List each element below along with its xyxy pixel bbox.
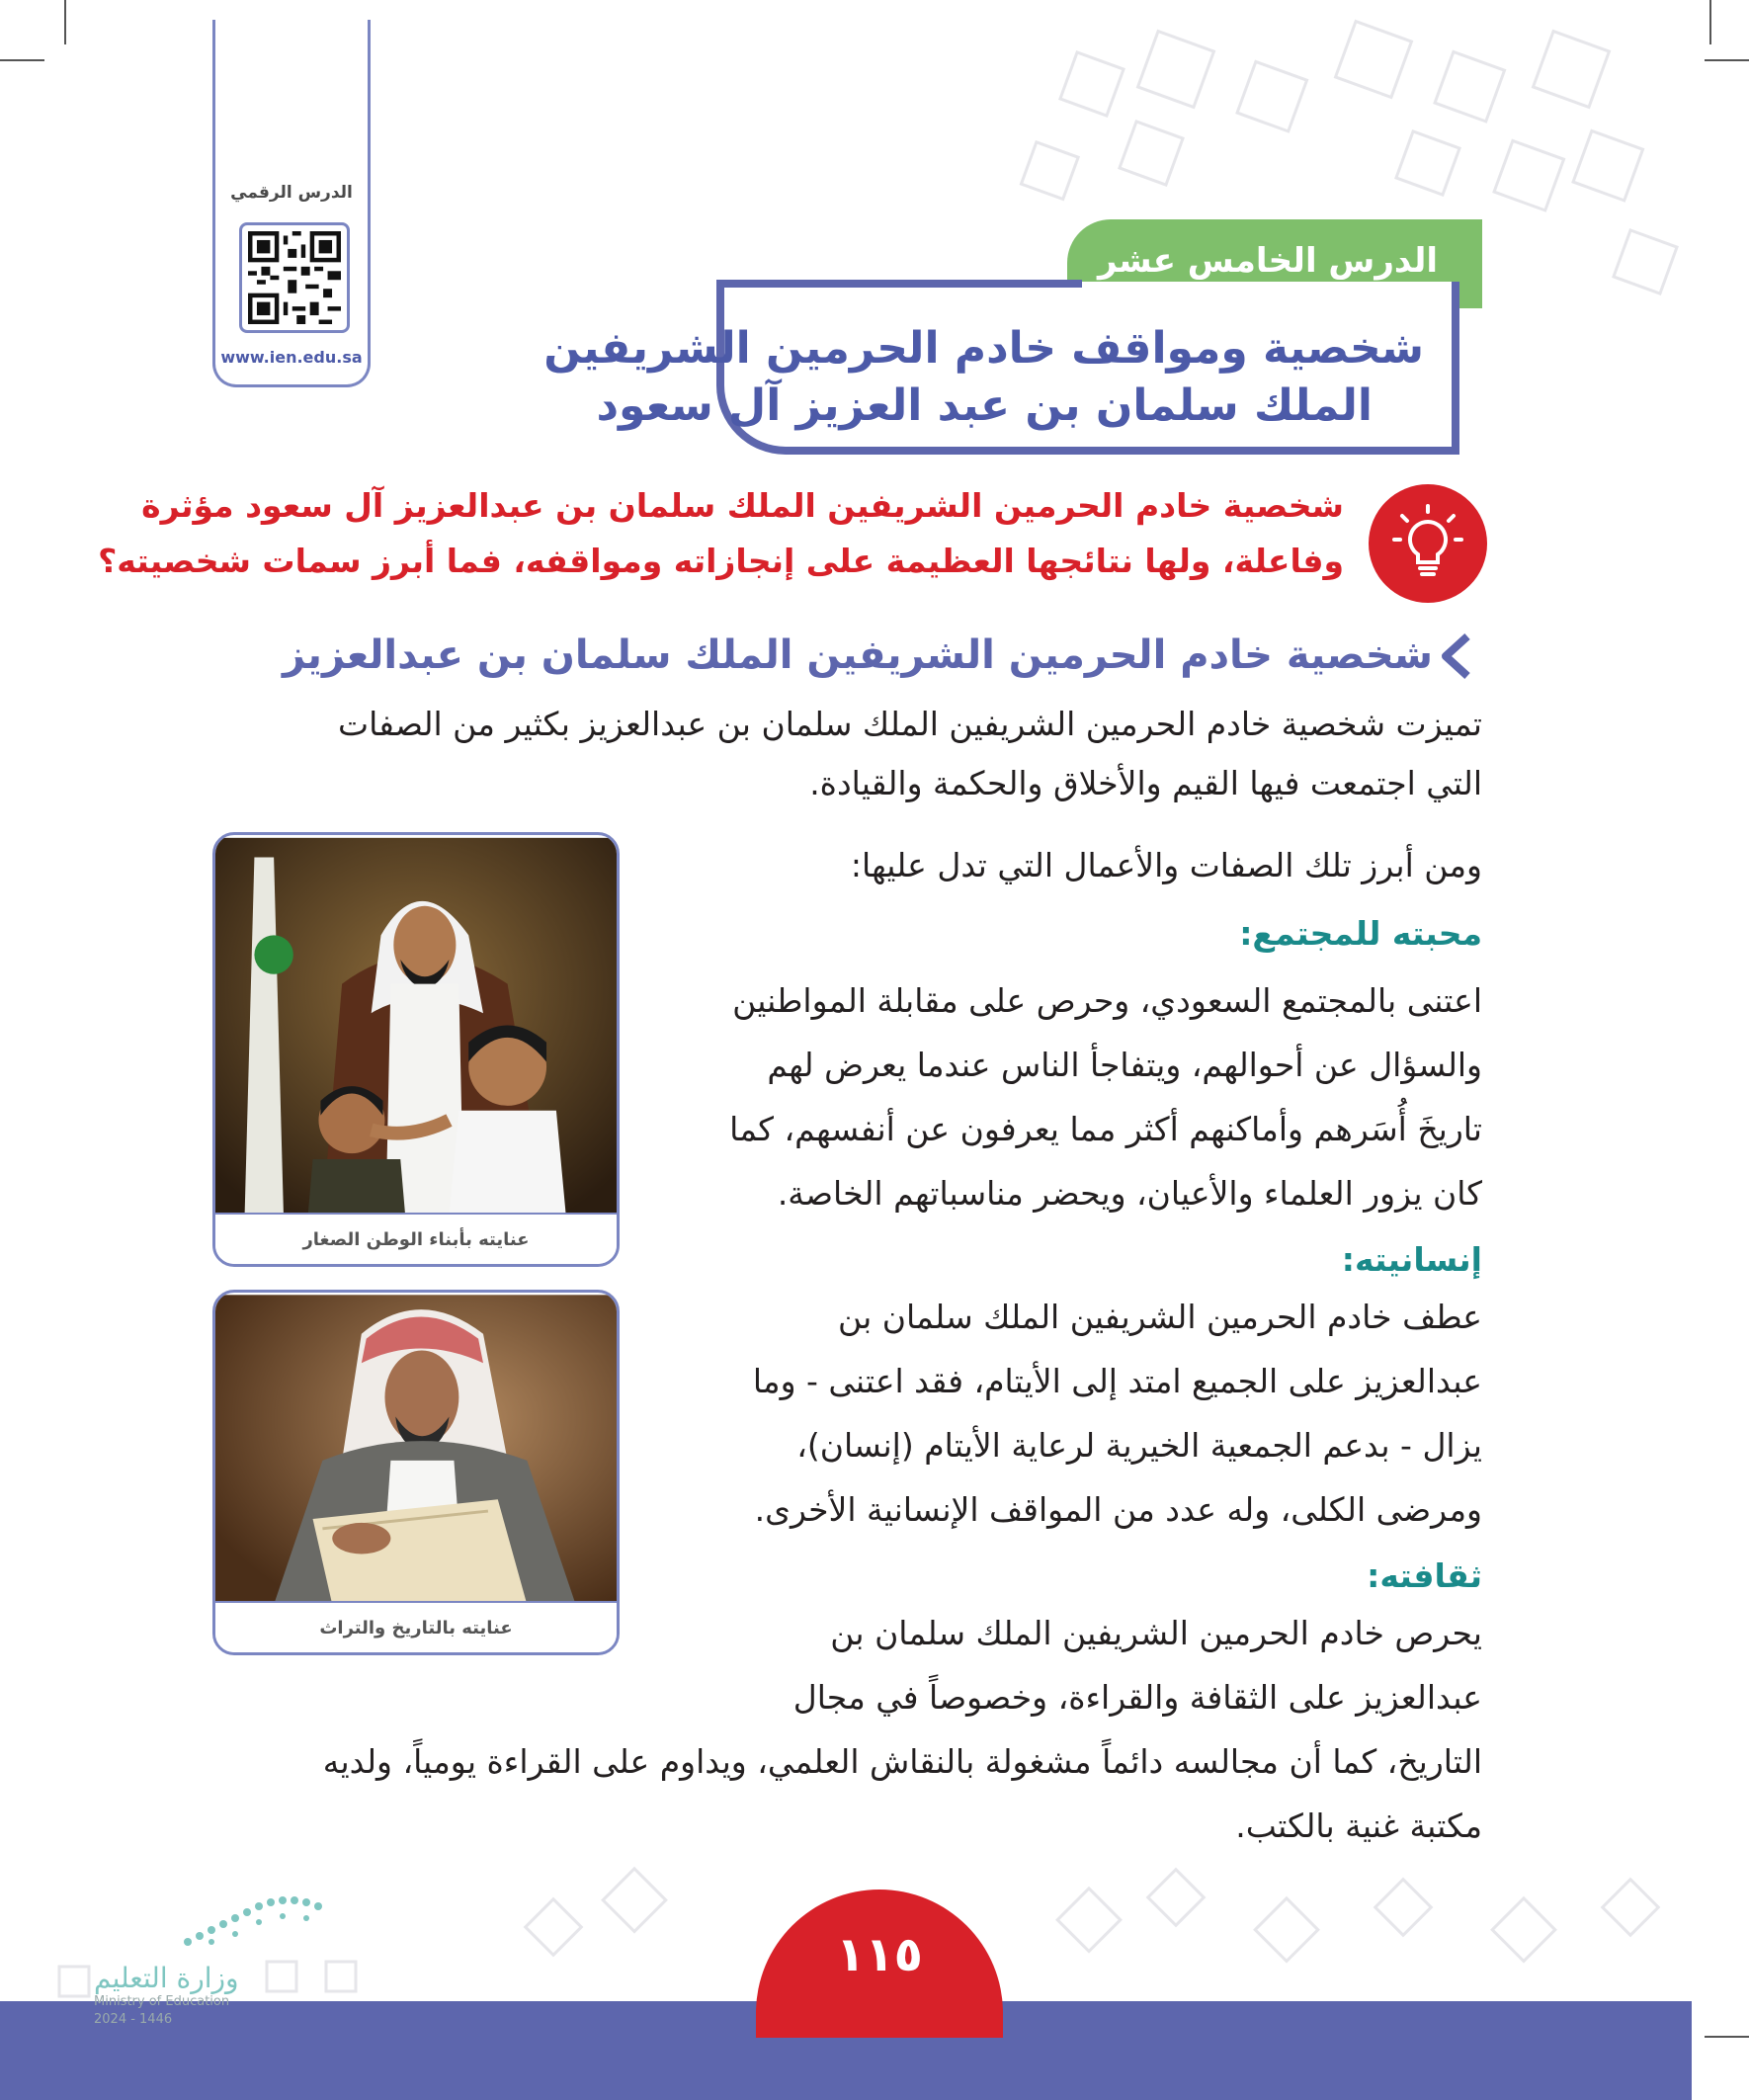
chevron-left-icon xyxy=(1438,632,1473,680)
photo-king-reading xyxy=(212,1290,620,1655)
intro-line1: تميزت شخصية خادم الحرمين الشريفين الملك سلمان بن عبدالعزيز بكثير من الصفات xyxy=(338,705,1482,743)
lesson-title-line2: الملك سلمان بن عبد العزيز آل سعود xyxy=(596,380,1373,431)
photo-king-with-children xyxy=(212,832,620,1267)
ministry-name-en: Ministry of Education xyxy=(94,1994,230,2009)
digital-lesson-tab[interactable] xyxy=(212,20,371,387)
ministry-logo-icon xyxy=(178,1892,326,1952)
crop-mark xyxy=(1709,0,1711,44)
lesson-title-line1: شخصية ومواقف خادم الحرمين الشريفين xyxy=(543,323,1424,374)
trait-line: ومرضى الكلى، وله عدد من المواقف الإنسانية الأخرى. xyxy=(754,1490,1482,1529)
section-heading: شخصية خادم الحرمين الشريفين الملك سلمان بن عبدالعزيز xyxy=(283,632,1433,678)
crop-mark xyxy=(1705,2036,1749,2038)
digital-lesson-label: الدرس الرقمي xyxy=(230,183,353,203)
trait-line: عبدالعزيز على الجميع امتد إلى الأيتام، فقد اعتنى - وما xyxy=(752,1362,1482,1400)
page-number: ١١٥ xyxy=(836,1927,923,1982)
lightbulb-icon xyxy=(1369,484,1487,603)
trait-line: والسؤال عن أحوالهم، ويتفاجأ الناس عندما يعرض لهم xyxy=(767,1046,1482,1084)
ministry-name: وزارة التعليم xyxy=(94,1962,239,1994)
edition-label: 2024 - 1446 xyxy=(94,2012,173,2027)
photo-king-with-children-image xyxy=(215,835,617,1218)
trait-line: مكتبة غنية بالكتب. xyxy=(1235,1806,1482,1845)
trait-line: اعتنى بالمجتمع السعودي، وحرص على مقابلة المواطنين xyxy=(732,981,1482,1020)
trait-title: محبته للمجتمع: xyxy=(1239,914,1482,953)
digital-lesson-url[interactable]: www.ien.edu.sa xyxy=(220,348,363,367)
crop-mark xyxy=(64,0,66,44)
trait-line: يزال - بدعم الجمعية الخيرية لرعاية الأيتام (إنسان)، xyxy=(796,1426,1482,1465)
question-line2: وفاعلة، ولها نتائجها العظيمة على إنجازاته ومواقفه، فما أبرز سمات شخصيته؟ xyxy=(98,542,1344,580)
photo-caption: عنايته بأبناء الوطن الصغار xyxy=(215,1213,617,1264)
trait-line: عطف خادم الحرمين الشريفين الملك سلمان بن xyxy=(837,1298,1482,1336)
trait-line: تاريخَ أُسَرهم وأماكنهم أكثر مما يعرفون عن أنفسهم، كما xyxy=(729,1110,1482,1148)
photo-caption: عنايته بالتاريخ والتراث xyxy=(215,1601,617,1652)
title-box-edge xyxy=(716,280,1082,288)
trait-line: عبدالعزيز على الثقافة والقراءة، وخصوصاً في مجال xyxy=(792,1678,1482,1717)
qr-code-icon[interactable] xyxy=(239,222,350,333)
trait-line: التاريخ، كما أن مجالسه دائماً مشغولة بالنقاش العلمي، ويداوم على القراءة يومياً، ولديه xyxy=(322,1742,1482,1781)
page-number-badge xyxy=(756,1890,1003,2038)
photo-king-reading-image xyxy=(215,1293,617,1607)
question-line1: شخصية خادم الحرمين الشريفين الملك سلمان بن عبدالعزيز آل سعود مؤثرة xyxy=(141,486,1344,525)
trait-title: ثقافته: xyxy=(1367,1556,1482,1595)
intro-lead: ومن أبرز تلك الصفات والأعمال التي تدل عليها: xyxy=(850,846,1482,884)
trait-line: كان يزور العلماء والأعيان، ويحضر مناسباتهم الخاصة. xyxy=(777,1174,1482,1213)
lesson-title-box xyxy=(543,282,1459,455)
trait-line: يحرص خادم الحرمين الشريفين الملك سلمان بن xyxy=(830,1614,1482,1652)
lesson-number-label: الدرس الخامس عشر xyxy=(1097,241,1438,281)
trait-title: إنسانيته: xyxy=(1341,1240,1482,1279)
crop-mark xyxy=(0,59,44,61)
crop-mark xyxy=(1705,59,1749,61)
intro-line2: التي اجتمعت فيها القيم والأخلاق والحكمة والقيادة. xyxy=(809,764,1482,802)
